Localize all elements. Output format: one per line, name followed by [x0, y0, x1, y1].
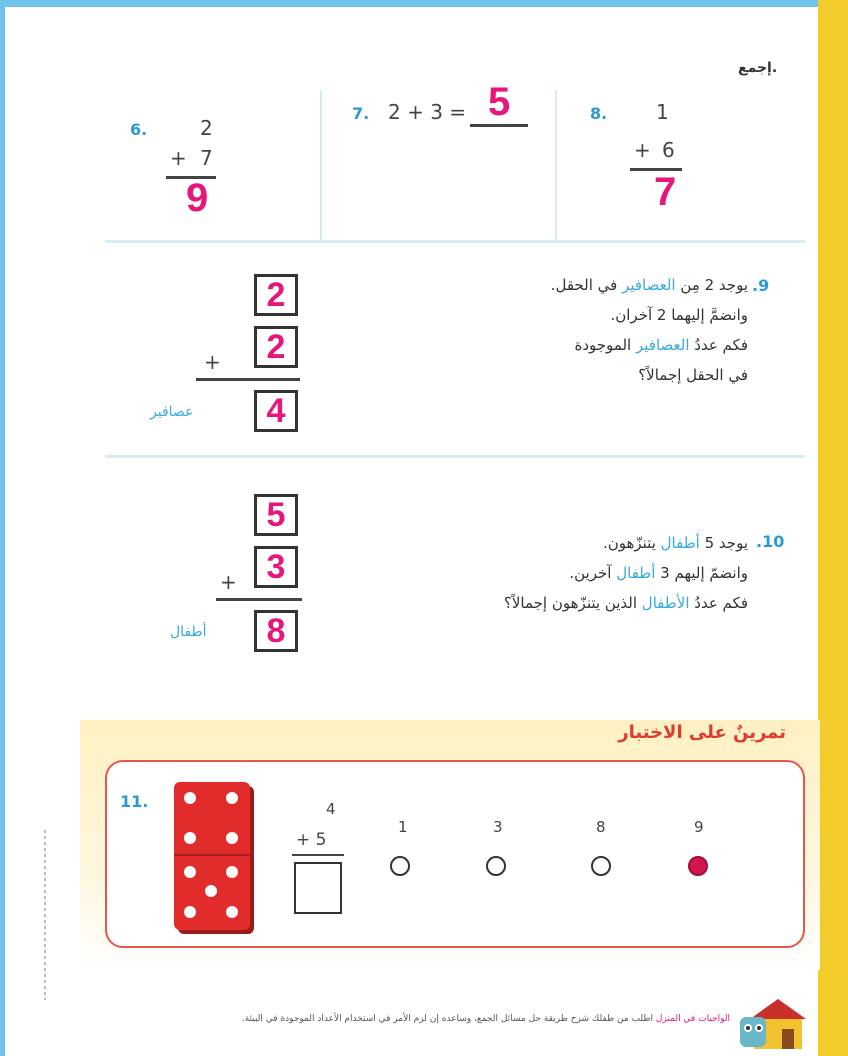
question-number: 11. — [120, 792, 149, 811]
domino-image — [174, 782, 250, 930]
addend-bottom: 6 — [662, 138, 675, 162]
side-print-marks — [40, 830, 50, 1000]
question-number: .10 — [756, 532, 785, 551]
column-divider — [320, 90, 322, 240]
home-mascot-icon — [738, 995, 808, 1050]
question-number: 8. — [590, 104, 608, 123]
domino-pip — [184, 866, 196, 878]
expression: 2 + 3 = — [388, 100, 467, 124]
word-problem: يوجد 2 مِن العصافير في الحقل. وانضمَّ إليهما 2 آخران. فكم عددُ العصافير الموجودة في الحقل إجمالاً؟ — [550, 276, 748, 384]
choice-label: 1 — [398, 818, 408, 836]
domino-pip — [184, 906, 196, 918]
word-problem: يوجد 5 أطفال يتنزّهون. وانضمّ إليهم 3 أطفال آخرين. فكم عددُ الأطفال الذين يتنزّهون إجمالاً؟ — [503, 534, 748, 612]
domino-divider — [174, 854, 250, 856]
addend-top: 1 — [656, 100, 669, 124]
sum-line — [216, 598, 302, 601]
top-border — [0, 0, 848, 7]
unit-label: أطفال — [170, 624, 207, 640]
question-number: 6. — [130, 120, 148, 139]
domino-pip — [205, 885, 217, 897]
right-color-band — [818, 0, 848, 1056]
domino-pip — [184, 832, 196, 844]
addend-top: 2 — [200, 116, 213, 140]
choice-label: 3 — [493, 818, 503, 836]
plus-sign: + — [204, 350, 221, 374]
addend-box-1: 2 — [254, 274, 298, 316]
question-number: .9 — [752, 276, 770, 295]
sum-box: 8 — [254, 610, 298, 652]
section-divider — [105, 455, 805, 458]
answer-box[interactable] — [294, 862, 342, 914]
question-number: 7. — [352, 104, 370, 123]
addend-bottom: + 5 — [296, 830, 327, 850]
choice-radio[interactable] — [591, 856, 611, 876]
choice-radio-selected[interactable] — [688, 856, 708, 876]
domino-pip — [226, 906, 238, 918]
domino-pip — [226, 832, 238, 844]
addend-top: 4 — [326, 800, 336, 818]
sum-line — [292, 854, 344, 856]
plus-sign: + — [220, 570, 237, 594]
addend-box-2: 3 — [254, 546, 298, 588]
choice-radio[interactable] — [486, 856, 506, 876]
choice-label: 9 — [694, 818, 704, 836]
instruction: إجمع. — [738, 60, 778, 76]
unit-label: عصافير — [150, 404, 194, 420]
addend-box-2: 2 — [254, 326, 298, 368]
addend-box-1: 5 — [254, 494, 298, 536]
domino-pip — [226, 866, 238, 878]
answer: 7 — [654, 170, 677, 214]
sum-box: 4 — [254, 390, 298, 432]
choice-label: 8 — [596, 818, 606, 836]
plus-sign: + — [170, 146, 187, 170]
column-divider — [555, 90, 557, 240]
domino-pip — [184, 792, 196, 804]
domino-pip — [226, 792, 238, 804]
left-border — [0, 0, 5, 1056]
practice-title: تمرينٌ على الاختبار — [618, 722, 786, 743]
addend-bottom: 7 — [200, 146, 213, 170]
plus-sign: + — [634, 138, 651, 162]
choice-radio[interactable] — [390, 856, 410, 876]
sum-line — [196, 378, 300, 381]
answer: 9 — [186, 176, 209, 220]
section-divider — [105, 240, 805, 243]
footer-note: الواجبات في المنزل اطلب من طفلك شرح طريقة حل مسائل الجمع، وساعده إن لزم الأمر في استخدام الأعداد الموجودة في البيئة. — [241, 1014, 730, 1024]
answer: 5 — [488, 80, 511, 124]
